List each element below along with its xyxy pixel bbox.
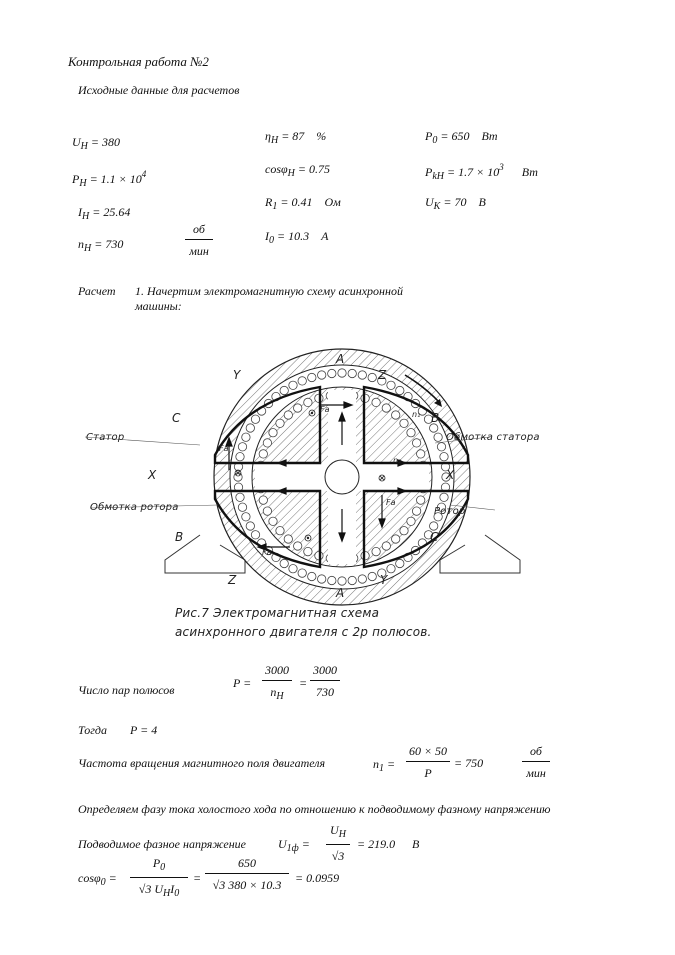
- stator-slot: [308, 373, 316, 381]
- stator-slot: [440, 493, 448, 501]
- param-PH: $P_H = 1.1 \times 10^4$: [72, 169, 147, 189]
- freq-label: Частота вращения магнитного поля двигателя: [78, 756, 326, 770]
- stator-slot: [298, 569, 306, 577]
- rotor-slot: [294, 542, 302, 550]
- label-A-top: A: [336, 352, 345, 366]
- param-nH-unit: об мин: [185, 223, 213, 257]
- then-value: P = 4: [130, 723, 158, 737]
- stator-slot: [298, 377, 306, 385]
- figure-caption-line1: Рис.7 Электромагнитная схема: [175, 606, 380, 620]
- freq-unit: об мин: [522, 745, 550, 779]
- stator-slot: [246, 522, 254, 530]
- label-rotor: Ротор: [434, 506, 466, 517]
- stator-slot: [318, 371, 326, 379]
- cos0-result: = 0.0959: [295, 871, 340, 885]
- rotor-slot: [392, 535, 400, 543]
- stator-slot: [437, 443, 445, 451]
- rotor-slot: [269, 517, 277, 525]
- cos0-frac2: 650 √3 380 × 10.3: [205, 857, 289, 891]
- label-Z-top: Z: [378, 368, 387, 382]
- param-cosH: cosφ$_H$ = 0.75: [265, 162, 330, 179]
- step1-line1: 1. Начертим электромагнитную схему асинхронной: [135, 284, 403, 298]
- stator-slot: [308, 572, 316, 580]
- rotor-slot: [284, 535, 292, 543]
- stator-slot: [318, 575, 326, 583]
- rotor-slot: [263, 439, 271, 447]
- stator-slot: [236, 493, 244, 501]
- rotor-slot: [269, 429, 277, 437]
- stator-slot: [368, 373, 376, 381]
- rotor-slot: [304, 398, 312, 406]
- stator-slot: [246, 424, 254, 432]
- section-label: Расчет: [78, 284, 116, 298]
- phase-volt-result: = 219.0: [357, 837, 396, 851]
- param-etaH: $\eta_H = 87$ %: [265, 129, 327, 146]
- label-rotor-winding: Обмотка ротора: [90, 502, 179, 513]
- stator-slot: [289, 381, 297, 389]
- cos0-eq2: =: [193, 871, 202, 885]
- param-I0: $I_0 = 10.3$ А: [265, 229, 329, 246]
- stator-slot: [396, 386, 404, 394]
- phase-heading: Определяем фазу тока холостого хода по отношению к подводимому фазному напряжению: [78, 802, 551, 816]
- label-stator-winding: Обмотка статора: [446, 432, 540, 443]
- rotor-slot: [392, 411, 400, 419]
- label-stator: Статор: [86, 432, 125, 443]
- label-Fa-3: Fа: [386, 498, 396, 507]
- rotor-slot: [407, 429, 415, 437]
- stator-slot: [368, 572, 376, 580]
- label-Z-bottom: Z: [228, 573, 237, 587]
- stator-slot: [338, 577, 346, 585]
- cos0-frac1: $P_0$ √3 $U_HI_0$: [130, 857, 188, 899]
- pairs-frac1: 3000 $n_H$: [262, 664, 292, 702]
- label-Fa-2: Fа: [219, 444, 229, 453]
- label-Fa-1: Fа: [320, 405, 330, 414]
- label-X-right: X: [446, 468, 455, 482]
- stator-slot: [280, 386, 288, 394]
- freq-n1: $n_1$ =: [373, 757, 396, 774]
- stator-slot: [242, 433, 250, 441]
- figure-caption-line2: асинхронного двигателя с 2р полюсов.: [175, 625, 432, 639]
- label-B-right: B: [431, 411, 440, 425]
- page-subtitle: Исходные данные для расчетов: [78, 83, 240, 97]
- rotor-slot: [417, 450, 425, 458]
- stator-slot: [242, 513, 250, 521]
- rotor-slot: [382, 404, 390, 412]
- stator-slot: [251, 531, 259, 539]
- phase-volt-label: Подводимое фазное напряжение: [78, 837, 246, 851]
- stator-slot: [328, 576, 336, 584]
- stator-slot: [396, 559, 404, 567]
- stator-slot: [238, 503, 246, 511]
- stator-slot: [348, 576, 356, 584]
- then-label: Тогда: [78, 723, 107, 737]
- stator-slot: [358, 575, 366, 583]
- param-IH: $I_H = 25.64$: [78, 205, 131, 222]
- rotor-slot: [400, 419, 408, 427]
- rotor-slot: [276, 527, 284, 535]
- stator-slot: [280, 559, 288, 567]
- param-PkH: $P_{kH} = 1.7 \times 10^3$ Вт: [425, 162, 538, 182]
- rotor-slot: [412, 507, 420, 515]
- label-X-left: X: [148, 468, 157, 482]
- freq-result: = 750: [454, 756, 484, 770]
- param-UK: $U_K = 70$ В: [425, 195, 486, 212]
- rotor-slot: [400, 527, 408, 535]
- rotor-slot: [372, 547, 380, 555]
- param-R1: $R_1 = 0.41$ Ом: [265, 195, 341, 212]
- rotor-slot: [407, 517, 415, 525]
- rotor-slot: [304, 547, 312, 555]
- rotor-slot: [263, 507, 271, 515]
- stator-slot: [348, 369, 356, 377]
- pairs-eq: =: [299, 676, 308, 690]
- label-Y-bottom: Y: [380, 573, 388, 587]
- label-B-left: B: [175, 530, 184, 544]
- stator-slot: [236, 453, 244, 461]
- label-n2: n₂: [393, 456, 402, 465]
- phase-volt-sym: $U_{1ф}$ =: [278, 837, 310, 854]
- label-C-left: C: [172, 411, 181, 425]
- rotor-slot: [412, 439, 420, 447]
- stator-slot: [434, 433, 442, 441]
- rotor-slot: [294, 404, 302, 412]
- phase-volt-unit: В: [412, 837, 420, 851]
- stator-slot: [238, 443, 246, 451]
- stator-slot: [289, 565, 297, 573]
- cos0-lhs: cosφ$_0$ =: [78, 871, 117, 888]
- rotor-slot: [259, 496, 267, 504]
- electromagnetic-diagram: [150, 345, 570, 600]
- label-A-bottom: A: [336, 586, 345, 600]
- stator-slot: [251, 415, 259, 423]
- rotor-slot: [417, 496, 425, 504]
- stator-slot: [328, 369, 336, 377]
- stator-slot: [358, 371, 366, 379]
- param-UH: $U_H = 380$: [72, 135, 121, 152]
- param-nH: $n_H = 730$: [78, 237, 124, 254]
- pairs-P: P =: [233, 676, 252, 690]
- stator-slot: [440, 453, 448, 461]
- phase-volt-frac: $U_H$ √3: [326, 824, 350, 862]
- label-Fa-4: Fа: [262, 548, 272, 557]
- param-P0: $P_0 = 650$ Вт: [425, 129, 498, 146]
- stator-slot: [430, 424, 438, 432]
- stator-slot: [387, 565, 395, 573]
- step1-line2: машины:: [135, 299, 182, 313]
- rotor-slot: [284, 411, 292, 419]
- rotor-slot: [372, 398, 380, 406]
- rotor-slot: [382, 542, 390, 550]
- page-title: Контрольная работа №2: [68, 54, 209, 69]
- rotor-slot: [276, 419, 284, 427]
- rotor-slot: [259, 450, 267, 458]
- stator-slot: [338, 369, 346, 377]
- label-C-right: C: [430, 530, 439, 544]
- label-n1: n₁: [412, 410, 421, 419]
- stator-slot: [387, 381, 395, 389]
- freq-frac: 60 × 50 P: [406, 745, 450, 779]
- pairs-frac2: 3000 730: [310, 664, 340, 698]
- label-Y-top: Y: [233, 368, 241, 382]
- stator-slot: [430, 522, 438, 530]
- pairs-label: Число пар полюсов: [78, 683, 175, 697]
